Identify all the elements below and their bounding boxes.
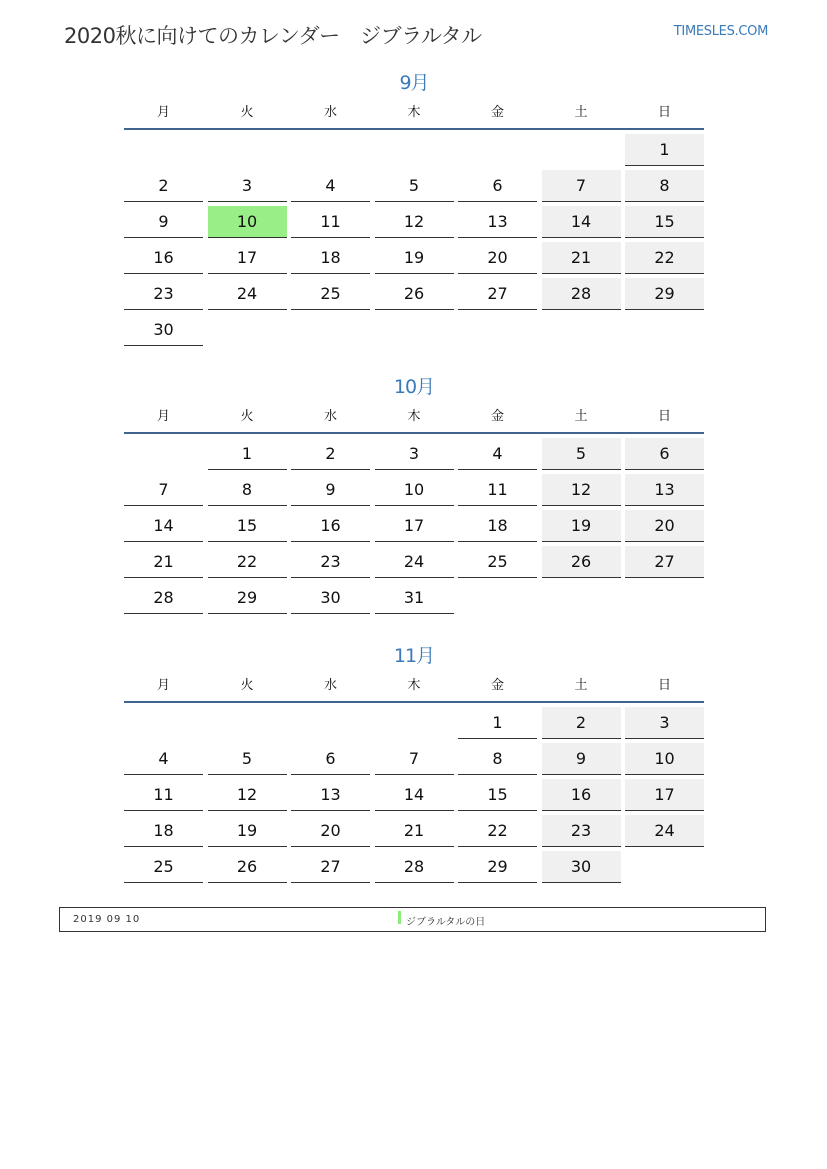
empty-day-cell [625, 851, 704, 883]
holiday-list [59, 907, 766, 932]
day-cell: 11 [124, 779, 203, 811]
day-cell: 22 [208, 546, 287, 578]
day-cell: 2 [542, 707, 621, 739]
page-title: 2020秋に向けてのカレンダー ジブラルタル [64, 24, 482, 48]
empty-day-cell [375, 134, 454, 166]
holiday-color-marker [398, 911, 401, 924]
weekday-label: 火 [240, 409, 254, 424]
day-cell: 8 [458, 743, 537, 775]
day-cell: 25 [458, 546, 537, 578]
day-cell: 18 [291, 242, 370, 274]
weekday-label: 木 [407, 409, 421, 424]
weekday-label: 木 [407, 678, 421, 693]
day-cell: 19 [375, 242, 454, 274]
weekday-label: 日 [657, 678, 671, 693]
empty-day-cell [625, 314, 704, 346]
empty-day-cell [208, 707, 287, 739]
day-cell: 9 [124, 206, 203, 238]
day-cell: 25 [124, 851, 203, 883]
weekday-label: 土 [574, 409, 588, 424]
day-cell: 4 [124, 743, 203, 775]
day-cell: 16 [291, 510, 370, 542]
day-cell: 24 [208, 278, 287, 310]
day-cell: 21 [124, 546, 203, 578]
day-cell: 18 [458, 510, 537, 542]
day-cell: 17 [208, 242, 287, 274]
empty-day-cell [542, 314, 621, 346]
day-cell: 13 [458, 206, 537, 238]
month-october [124, 372, 704, 618]
weekday-label: 火 [240, 678, 254, 693]
day-cell: 7 [124, 474, 203, 506]
day-cell: 3 [625, 707, 704, 739]
day-cell: 5 [375, 170, 454, 202]
week-row [124, 582, 704, 614]
weekday-label: 金 [490, 678, 504, 693]
day-cell: 1 [625, 134, 704, 166]
week-row [124, 510, 704, 542]
day-cell: 13 [625, 474, 704, 506]
day-cell: 9 [542, 743, 621, 775]
day-cell: 1 [208, 438, 287, 470]
day-cell: 18 [124, 815, 203, 847]
empty-day-cell [542, 582, 621, 614]
day-cell: 16 [124, 242, 203, 274]
weekday-label: 土 [574, 105, 588, 120]
week-row [124, 314, 704, 346]
day-cell: 12 [208, 779, 287, 811]
day-cell: 4 [458, 438, 537, 470]
empty-day-cell [208, 314, 287, 346]
empty-day-cell [625, 582, 704, 614]
month-title: 9月 [399, 72, 429, 94]
day-cell: 27 [625, 546, 704, 578]
weekday-label: 木 [407, 105, 421, 120]
day-cell: 23 [124, 278, 203, 310]
month-september [124, 68, 704, 350]
day-cell: 20 [291, 815, 370, 847]
day-cell: 1 [458, 707, 537, 739]
month-title: 11月 [393, 645, 435, 667]
weekday-label: 水 [323, 678, 337, 693]
week-row [124, 546, 704, 578]
week-row [124, 438, 704, 470]
empty-day-cell [458, 314, 537, 346]
day-cell: 24 [375, 546, 454, 578]
day-cell: 29 [208, 582, 287, 614]
day-cell: 27 [291, 851, 370, 883]
week-row [124, 779, 704, 811]
day-cell: 30 [291, 582, 370, 614]
week-row [124, 815, 704, 847]
week-row [124, 170, 704, 202]
day-cell: 10 [375, 474, 454, 506]
day-cell: 30 [124, 314, 203, 346]
day-cell: 13 [291, 779, 370, 811]
weekday-header-row [124, 671, 704, 703]
empty-day-cell [291, 134, 370, 166]
day-cell: 6 [458, 170, 537, 202]
day-cell: 15 [208, 510, 287, 542]
day-cell: 22 [625, 242, 704, 274]
week-row [124, 278, 704, 310]
weekday-label: 月 [156, 678, 170, 693]
day-cell: 31 [375, 582, 454, 614]
day-cell: 29 [625, 278, 704, 310]
day-cell: 8 [625, 170, 704, 202]
week-row [124, 242, 704, 274]
weekday-header-row [124, 98, 704, 130]
weekday-label: 月 [156, 105, 170, 120]
day-cell: 23 [542, 815, 621, 847]
day-cell: 12 [375, 206, 454, 238]
day-cell: 24 [625, 815, 704, 847]
day-cell: 19 [208, 815, 287, 847]
day-cell: 5 [208, 743, 287, 775]
day-cell: 6 [625, 438, 704, 470]
month-grid [124, 134, 704, 346]
day-cell: 2 [291, 438, 370, 470]
day-cell: 21 [542, 242, 621, 274]
day-cell: 3 [375, 438, 454, 470]
day-cell: 21 [375, 815, 454, 847]
holiday-date: 2019 09 10 [73, 914, 141, 925]
day-cell: 23 [291, 546, 370, 578]
day-cell: 28 [542, 278, 621, 310]
weekday-label: 金 [490, 409, 504, 424]
empty-day-cell [542, 134, 621, 166]
week-row [124, 474, 704, 506]
month-grid [124, 707, 704, 883]
empty-day-cell [291, 707, 370, 739]
weekday-label: 水 [323, 409, 337, 424]
day-cell: 7 [375, 743, 454, 775]
day-cell: 20 [625, 510, 704, 542]
day-cell: 16 [542, 779, 621, 811]
empty-day-cell [291, 314, 370, 346]
empty-day-cell [375, 707, 454, 739]
day-cell: 29 [458, 851, 537, 883]
site-brand-link[interactable]: TIMESLES.COM [673, 24, 768, 39]
empty-day-cell [375, 314, 454, 346]
weekday-header-row [124, 402, 704, 434]
day-cell: 20 [458, 242, 537, 274]
week-row [124, 206, 704, 238]
day-cell: 10 [208, 206, 287, 238]
weekday-label: 土 [574, 678, 588, 693]
day-cell: 14 [375, 779, 454, 811]
empty-day-cell [124, 438, 203, 470]
weekday-label: 金 [490, 105, 504, 120]
week-row [124, 134, 704, 166]
week-row [124, 851, 704, 883]
day-cell: 12 [542, 474, 621, 506]
day-cell: 8 [208, 474, 287, 506]
day-cell: 28 [375, 851, 454, 883]
empty-day-cell [208, 134, 287, 166]
day-cell: 4 [291, 170, 370, 202]
day-cell: 22 [458, 815, 537, 847]
day-cell: 9 [291, 474, 370, 506]
day-cell: 2 [124, 170, 203, 202]
month-november [124, 641, 704, 887]
day-cell: 26 [375, 278, 454, 310]
day-cell: 6 [291, 743, 370, 775]
holiday-name: ジブラルタルの日 [406, 917, 486, 928]
empty-day-cell [124, 134, 203, 166]
month-title: 10月 [393, 376, 435, 398]
week-row [124, 743, 704, 775]
empty-day-cell [458, 582, 537, 614]
day-cell: 19 [542, 510, 621, 542]
weekday-label: 火 [240, 105, 254, 120]
day-cell: 15 [458, 779, 537, 811]
day-cell: 17 [625, 779, 704, 811]
day-cell: 28 [124, 582, 203, 614]
day-cell: 14 [124, 510, 203, 542]
day-cell: 17 [375, 510, 454, 542]
day-cell: 14 [542, 206, 621, 238]
day-cell: 15 [625, 206, 704, 238]
day-cell: 26 [542, 546, 621, 578]
day-cell: 27 [458, 278, 537, 310]
empty-day-cell [124, 707, 203, 739]
empty-day-cell [458, 134, 537, 166]
day-cell: 25 [291, 278, 370, 310]
weekday-label: 月 [156, 409, 170, 424]
day-cell: 10 [625, 743, 704, 775]
day-cell: 26 [208, 851, 287, 883]
day-cell: 5 [542, 438, 621, 470]
weekday-label: 水 [323, 105, 337, 120]
day-cell: 30 [542, 851, 621, 883]
day-cell: 3 [208, 170, 287, 202]
day-cell: 7 [542, 170, 621, 202]
week-row [124, 707, 704, 739]
day-cell: 11 [291, 206, 370, 238]
month-grid [124, 438, 704, 614]
day-cell: 11 [458, 474, 537, 506]
weekday-label: 日 [657, 105, 671, 120]
weekday-label: 日 [657, 409, 671, 424]
